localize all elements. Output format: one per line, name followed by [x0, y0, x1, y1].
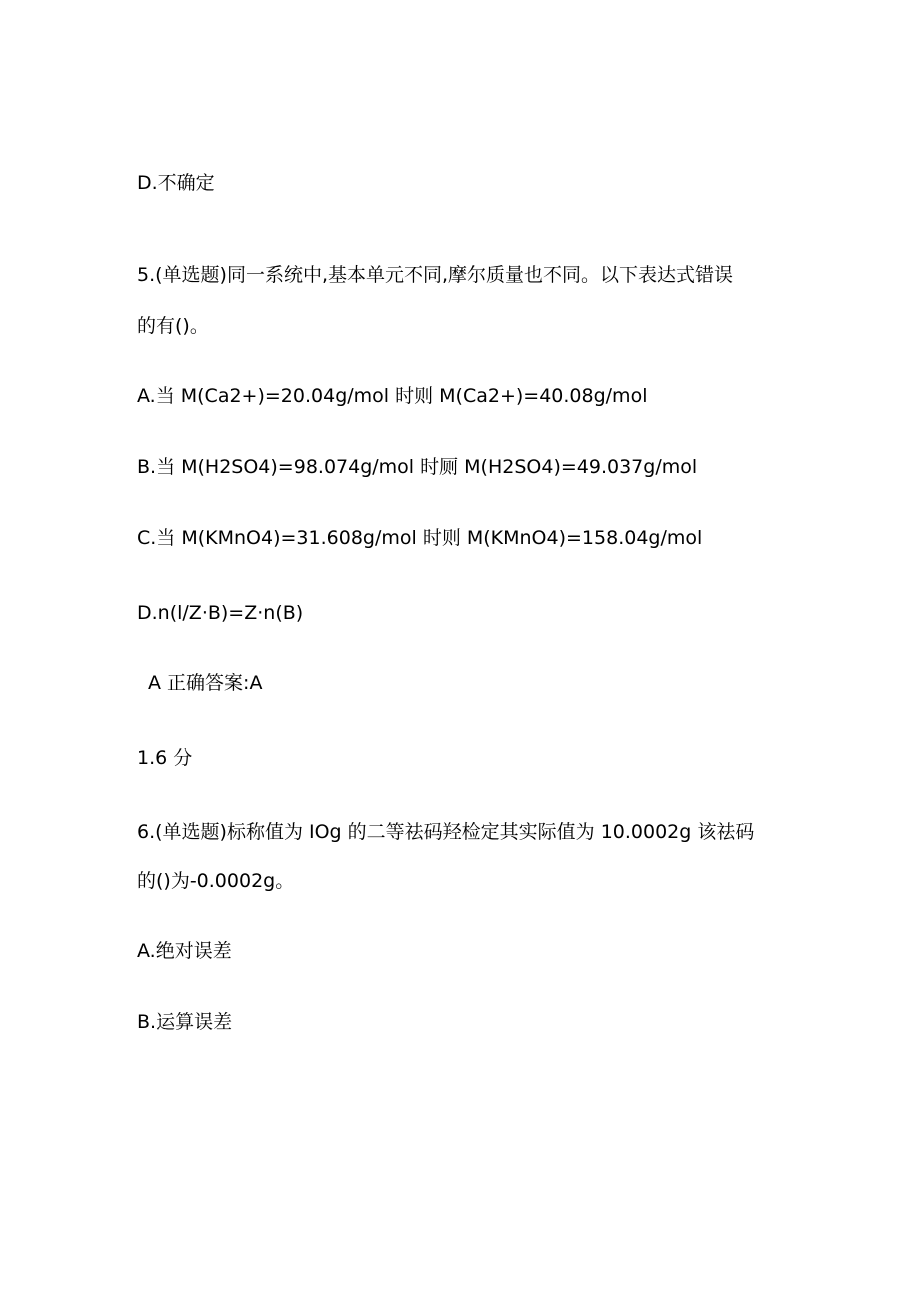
question-5-stem-line-2: 的有()。	[137, 315, 209, 337]
question-5-option-c: C.当 M(KMnO4)=31.608g∕mol 时则 M(KMnO4)=158.04g∕mol	[137, 527, 703, 549]
question-5-option-a: A.当 M(Ca2+)=20.04g∕mol 时则 M(Ca2+)=40.08g∕mol	[137, 385, 648, 407]
question-6-stem-line-2: 的()为-0.0002g。	[137, 870, 295, 892]
question-6-option-a: A.绝对误差	[137, 940, 232, 962]
question-6-option-b: B.运算误差	[137, 1011, 233, 1033]
question-5-stem-line-1: 5.(单选题)同一系统中,基本单元不同,摩尔质量也不同。以下表达式错误	[137, 264, 734, 286]
question-5-score: 1.6 分	[137, 747, 193, 769]
question-5-answer: A 正确答案:A	[148, 672, 263, 694]
question-4-option-d: D.不确定	[137, 172, 215, 194]
question-6-stem-line-1: 6.(单选题)标称值为 IOg 的二等祛码羟检定其实际值为 10.0002g 该祛码	[137, 821, 755, 843]
question-5-option-d: D.n(l∕Z·B)=Z·n(B)	[137, 602, 304, 624]
question-5-option-b: B.当 M(H2SO4)=98.074g∕mol 时厕 M(H2SO4)=49.037g∕mol	[137, 456, 698, 478]
